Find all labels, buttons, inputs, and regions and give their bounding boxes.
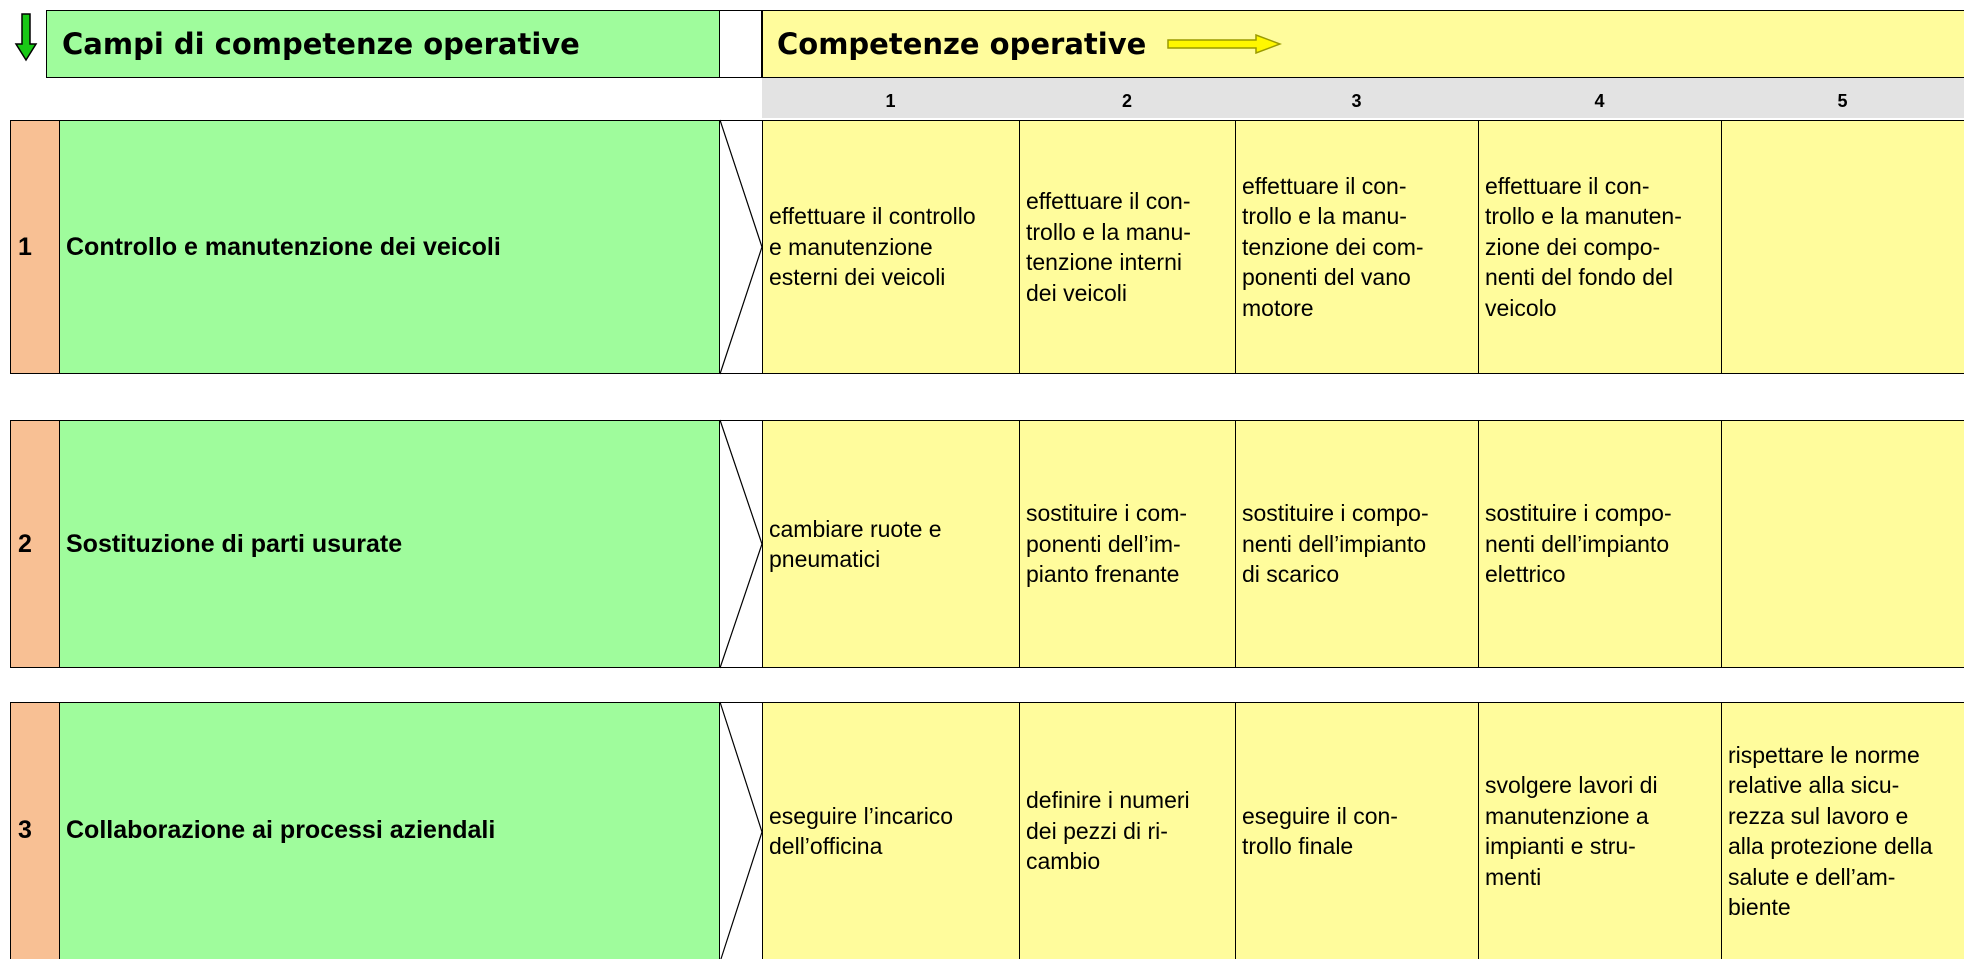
column-number: 5 [1837,91,1848,111]
header-spacer [720,10,762,78]
competence-text: effettuare il con- trollo e la manu- tenzione dei com- ponenti del vano motore [1242,172,1424,321]
competence-cell [1478,420,1721,668]
competence-cell [762,120,1019,374]
competence-cell [1235,420,1478,668]
competences-title: Competenze operative [777,27,1147,61]
competence-field-title: Collaborazione ai processi aziendali [66,816,496,844]
competence-text: svolgere lavori di manutenzione a impianti e stru- menti [1485,772,1658,890]
competence-text: effettuare il con- trollo e la manu- tenzione interni dei veicoli [1026,188,1191,306]
competence-text: sostituire i com- ponenti dell’im- pianto frenante [1026,500,1188,588]
competence-text: cambiare ruote e pneumatici [769,515,942,572]
competence-text: eseguire il con- trollo finale [1242,802,1398,859]
competence-text: sostituire i compo- nenti dell’impianto elettrico [1485,500,1672,588]
competence-field-title: Sostituzione di parti usurate [66,529,403,558]
competence-cell [1235,702,1478,959]
competence-cell [1721,120,1964,374]
row-number: 1 [18,232,32,261]
competence-cell [1235,120,1478,374]
competence-cell [762,420,1019,668]
competence-cell [1721,702,1964,959]
competence-cell [1019,120,1235,374]
column-number: 4 [1594,91,1605,111]
yellow-right-arrow-icon [1166,34,1282,54]
competence-cell [1478,702,1721,959]
chevron-connector-icon [720,120,762,374]
competence-text: eseguire l’incarico dell’officina [769,802,954,859]
green-down-arrow-icon [14,12,38,62]
competence-text: effettuare il con- trollo e la manuten- zione dei compo- nenti del fondo del veicolo [1485,172,1682,321]
column-number: 1 [885,91,896,111]
competence-text: definire i numeri dei pezzi di ri- cambio [1026,787,1190,875]
row-number: 2 [18,529,32,558]
chevron-connector-icon [720,702,762,959]
competence-cell [1478,120,1721,374]
competence-cell [1721,420,1964,668]
competence-cell [762,702,1019,959]
column-number: 2 [1121,91,1132,111]
competence-text: rispettare le norme relative alla sicu- rezza sul lavoro e alla protezione della salute e dell’am- biente [1728,741,1933,920]
competence-cell [1019,702,1235,959]
chevron-connector-icon [720,420,762,668]
column-number: 3 [1351,91,1362,111]
competence-text: sostituire i compo- nenti dell’impianto di scarico [1242,500,1429,588]
competence-cell [1019,420,1235,668]
competence-field-title: Controllo e manutenzione dei veicoli [66,232,501,261]
row-number: 3 [18,816,32,844]
competence-text: effettuare il controllo e manutenzione esterni dei veicoli [769,203,976,291]
competence-fields-title: Campi di competenze operative [62,27,580,61]
